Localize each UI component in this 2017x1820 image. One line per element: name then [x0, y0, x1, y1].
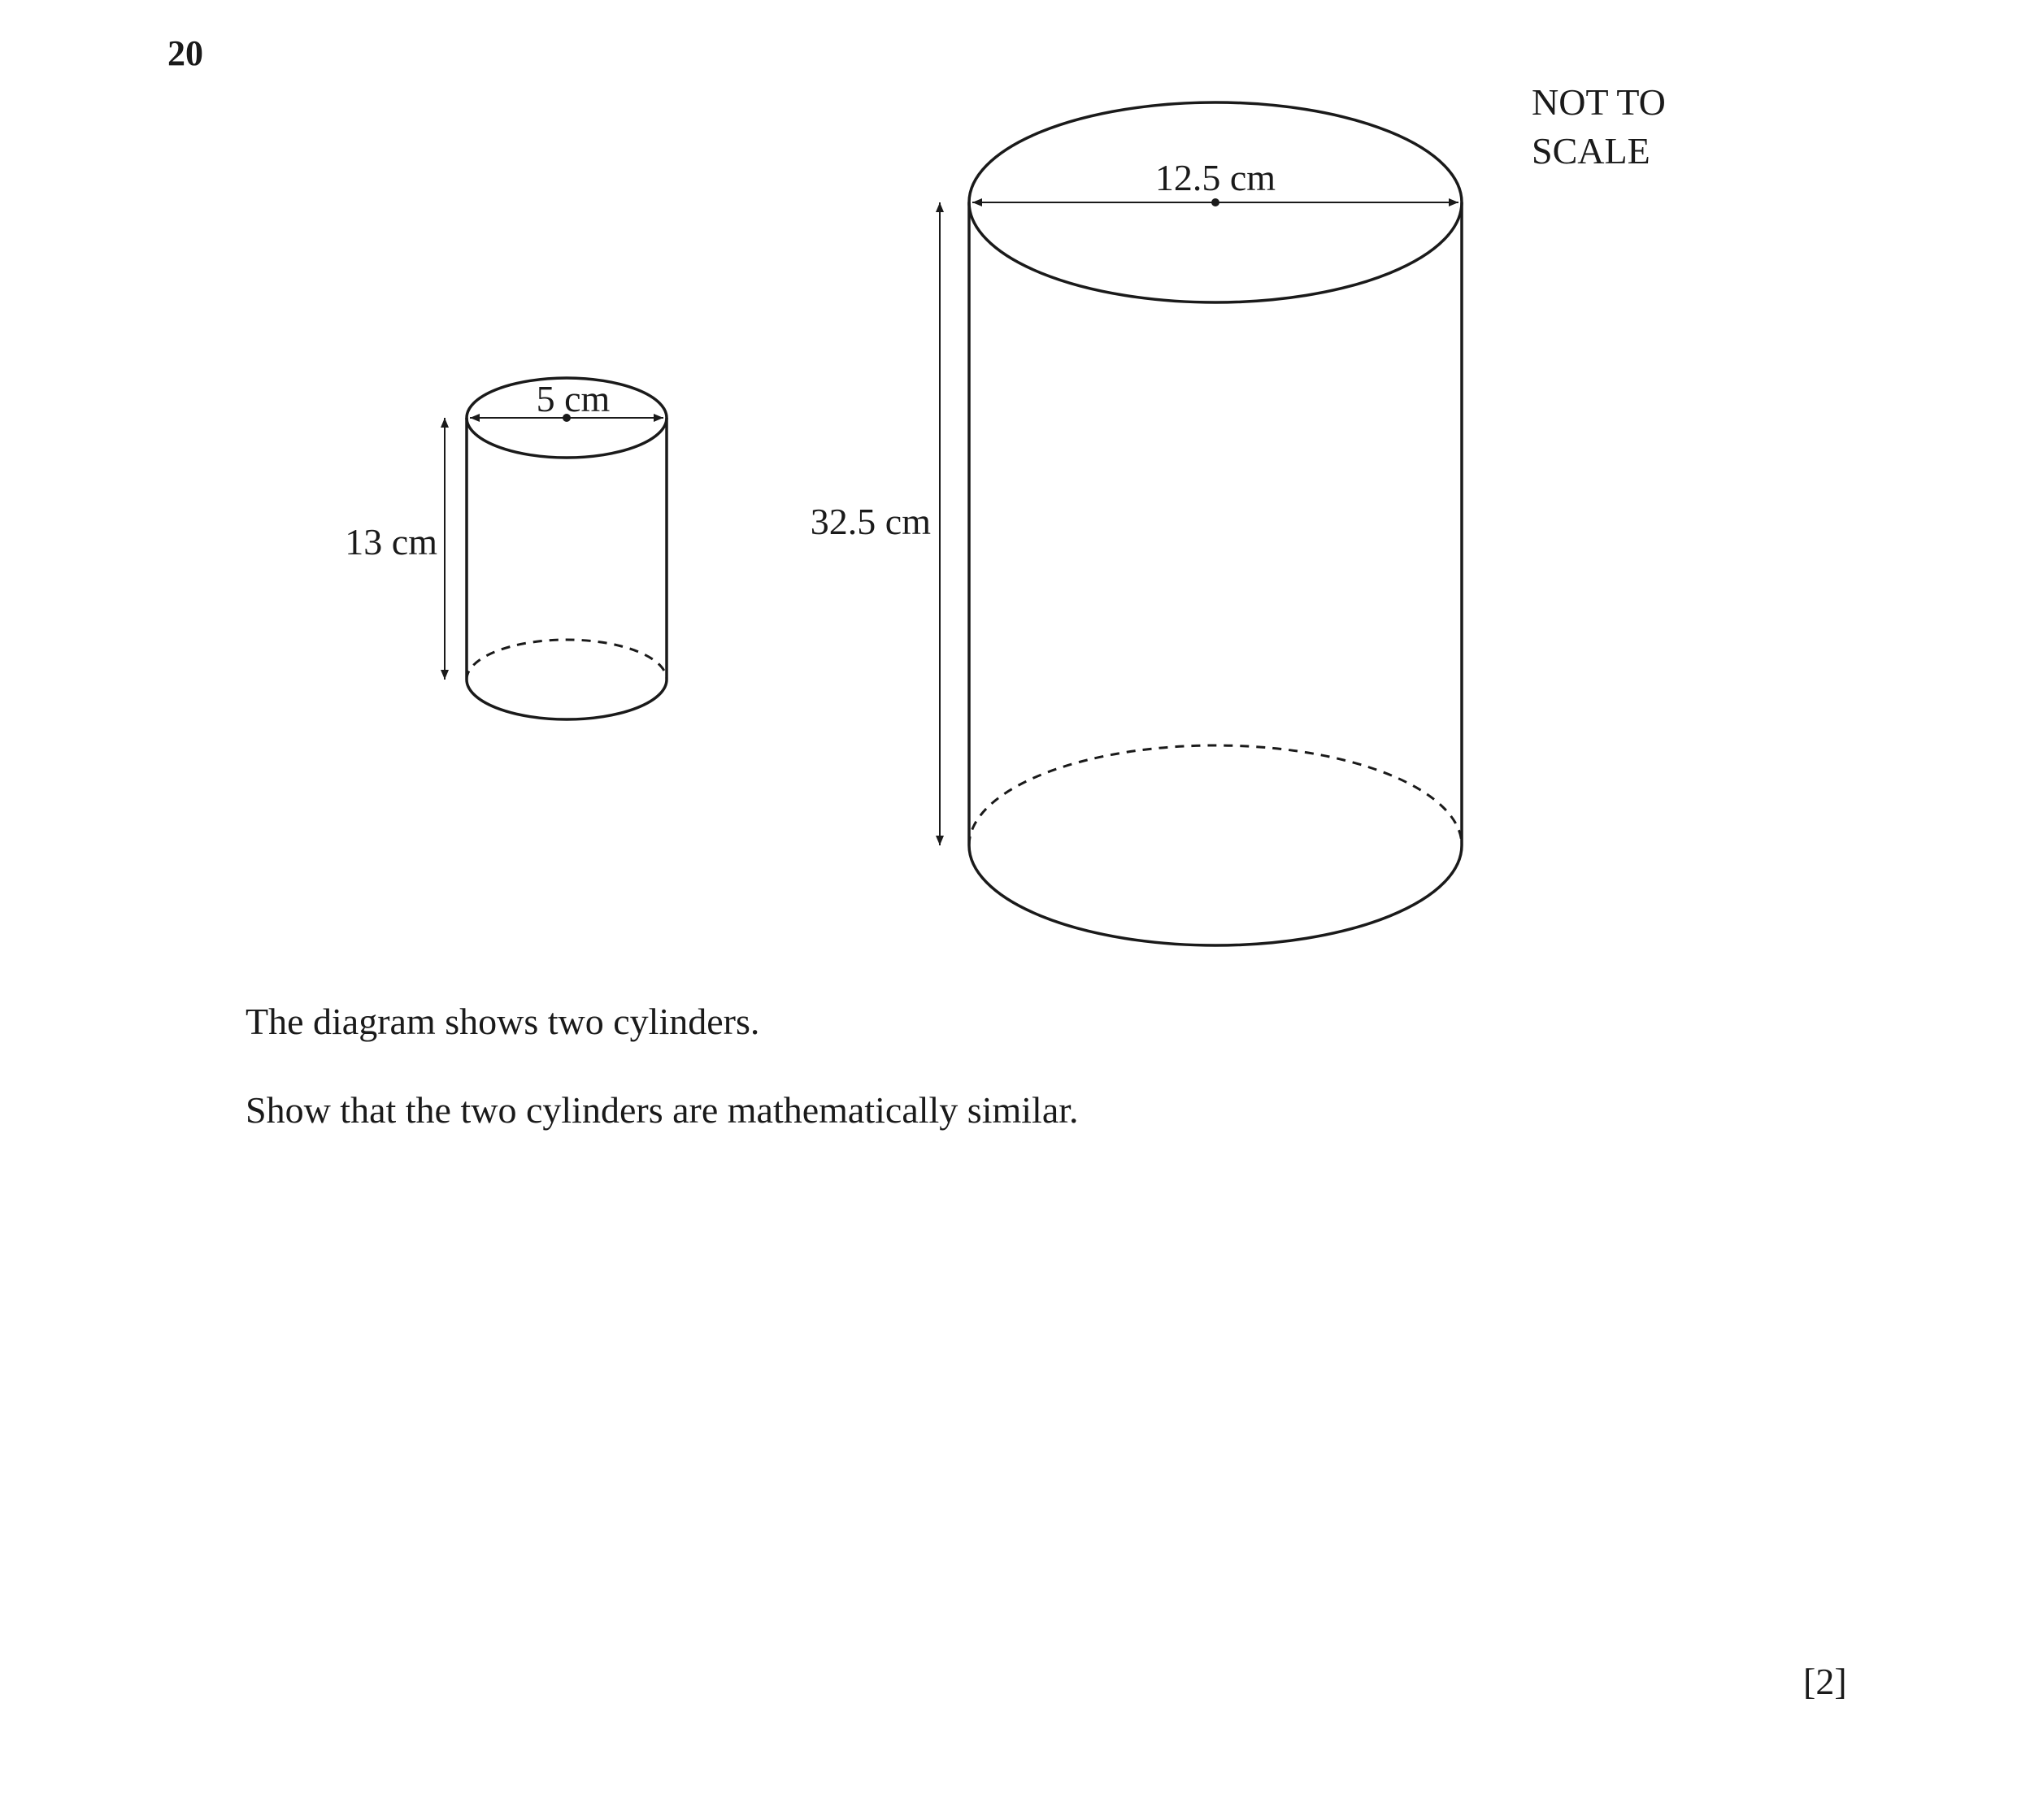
large-cylinder-bottom-front	[969, 845, 1462, 945]
large-diameter-label: 12.5 cm	[1154, 157, 1276, 198]
marks-indicator: [2]	[1803, 1661, 1847, 1702]
small-cylinder-bottom-back	[467, 640, 667, 680]
question-text-intro: The diagram shows two cylinders.	[246, 1001, 760, 1042]
large-centre-dot	[1211, 198, 1219, 206]
large-height-label: 32.5 cm	[810, 501, 931, 542]
large-cylinder-bottom-back	[969, 745, 1462, 845]
note-line-1: NOT TO	[1532, 81, 1666, 123]
small-height-label: 13 cm	[345, 521, 437, 563]
small-diameter-label: 5 cm	[536, 378, 611, 419]
small-cylinder-bottom-front	[467, 680, 667, 719]
question-number: 20	[167, 33, 203, 73]
note-line-2: SCALE	[1532, 130, 1650, 172]
small-cylinder	[467, 378, 667, 719]
large-cylinder	[969, 102, 1462, 945]
question-text-task: Show that the two cylinders are mathematically similar.	[246, 1089, 1079, 1131]
